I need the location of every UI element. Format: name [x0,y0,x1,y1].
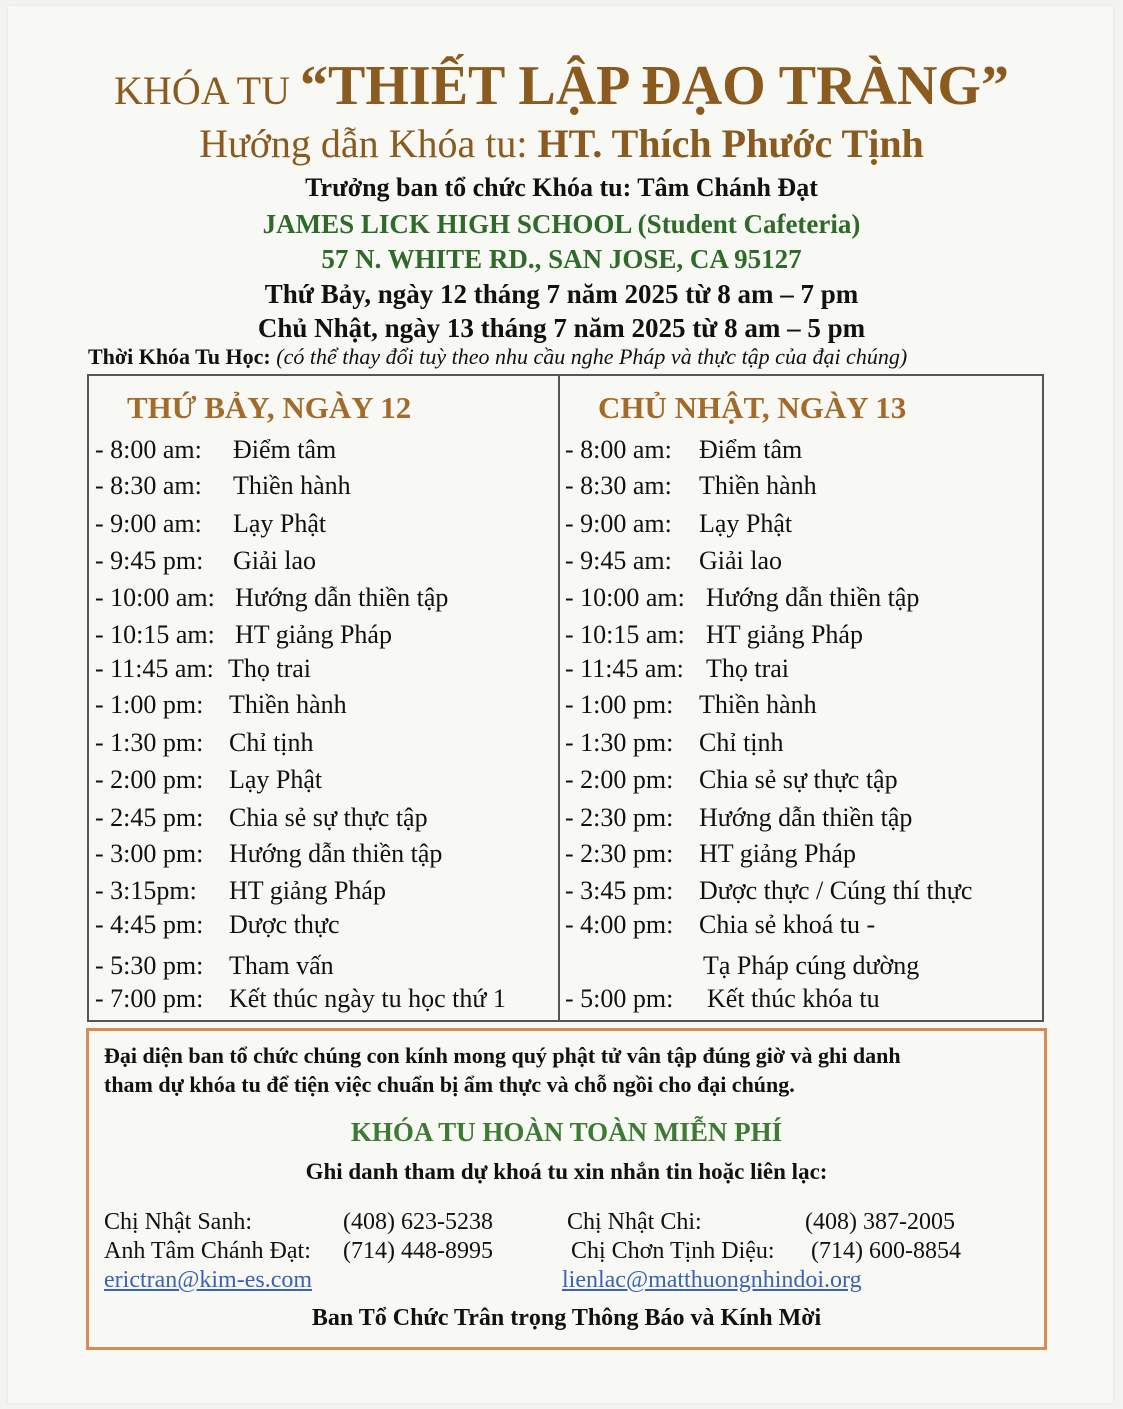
contact-name: Anh Tâm Chánh Đạt: [104,1238,311,1264]
notice-line-2: tham dự khóa tu để tiện việc chuẩn bị ẩm thực và chỗ ngồi cho đại chúng. [104,1072,795,1097]
organizer-line: Trưởng ban tổ chức Khóa tu: Tâm Chánh Đạt [305,173,818,202]
schedule-item [565,653,1005,685]
column-divider [558,376,560,1020]
schedule-time: - 1:00 pm: [95,690,204,719]
schedule-item [95,689,535,721]
register-instructions: Ghi danh tham dự khoá tu xin nhắn tin hoặc liên lạc: [305,1159,828,1184]
subtitle [0,118,1123,170]
schedule-time: - 10:15 am: [95,620,215,649]
saturday-date-line: Thứ Bảy, ngày 12 tháng 7 năm 2025 từ 8 am – 7 pm [264,279,859,309]
schedule-item [95,983,535,1015]
schedule-time: - 1:00 pm: [565,690,674,719]
schedule-activity: Thiền hành [229,690,347,719]
schedule-activity: HT giảng Pháp [706,620,863,649]
schedule-activity: Điểm tâm [699,435,803,464]
schedule-item [565,508,1005,540]
contact-name: Chị Chơn Tịnh Diệu: [571,1238,775,1264]
schedule-item [565,983,1005,1015]
schedule-item [565,619,1005,651]
schedule-activity: Hướng dẫn thiền tập [235,583,449,612]
schedule-time: - 2:45 pm: [95,803,204,832]
schedule-time: - 3:15pm: [95,876,197,905]
closing-line: Ban Tổ Chức Trân trọng Thông Báo và Kính Mời [311,1305,822,1331]
schedule-item [95,508,535,540]
schedule-item [95,470,535,502]
title-main: “THIẾT LẬP ĐẠO TRÀNG” [299,55,1009,117]
schedule-time: - 10:00 am: [95,583,215,612]
schedule-activity: Chia sẻ sự thực tập [229,803,428,832]
schedule-time: - 8:00 am: [565,435,672,464]
schedule-item [565,909,1005,941]
schedule-time: - 9:00 am: [565,509,672,538]
schedule-item [95,727,535,759]
schedule-time: - 9:00 am: [95,509,202,538]
schedule-time: - 1:30 pm: [565,728,674,757]
notice-line-1: Đại diện ban tổ chức chúng con kính mong quý phật tử vân tập đúng giờ và ghi danh [104,1043,901,1068]
schedule-activity: Thọ trai [228,654,312,683]
contact-phone[interactable]: (714) 448-8995 [343,1238,493,1264]
schedule-item [95,950,535,982]
contact-phone[interactable]: (408) 623-5238 [343,1209,493,1235]
schedule-item [565,727,1005,759]
schedule-time: - 11:45 am: [95,654,214,683]
schedule-activity: Điểm tâm [233,435,337,464]
schedule-time: - 8:30 am: [565,471,672,500]
schedule-item [95,545,535,577]
schedule-time: - 2:00 pm: [565,765,674,794]
schedule-item [95,909,535,941]
schedule-activity: Kết thúc khóa tu [707,984,880,1013]
schedule-item [95,875,535,907]
schedule-time: - 2:30 pm: [565,803,674,832]
schedule-activity: Lạy Phật [229,765,323,794]
schedule-item [95,582,535,614]
sunday-heading: CHỦ NHẬT, NGÀY 13 [598,390,907,425]
schedule-activity: Dược thực [229,910,340,939]
schedule-item [565,764,1005,796]
schedule-activity: HT giảng Pháp [235,620,392,649]
schedule-time: - 4:00 pm: [565,910,674,939]
schedule-item [565,434,1005,466]
subtitle-prefix: Hướng dẫn Khóa tu: [199,121,538,166]
schedule-time: - 9:45 am: [565,546,672,575]
schedule-activity: HT giảng Pháp [699,839,856,868]
schedule-time: - 3:45 pm: [565,876,674,905]
schedule-activity: Giải lao [699,546,783,575]
saturday-heading: THỨ BẢY, NGÀY 12 [127,390,412,425]
schedule-time: - 2:30 pm: [565,839,674,868]
schedule-activity: Lạy Phật [699,509,793,538]
schedule-item [565,470,1005,502]
schedule-note-text: (có thể thay đổi tuỳ theo nhu cầu nghe Pháp và thực tập của đại chúng) [276,344,908,369]
schedule-item [95,619,535,651]
schedule-activity: Dược thực / Cúng thí thực [699,876,973,905]
schedule-activity: Chỉ tịnh [699,728,784,757]
sunday-date-line: Chủ Nhật, ngày 13 tháng 7 năm 2025 từ 8 am – 5 pm [257,313,866,343]
schedule-item [95,764,535,796]
schedule-item [565,582,1005,614]
schedule-time: - 3:00 pm: [95,839,204,868]
schedule-item [565,545,1005,577]
subtitle-name: HT. Thích Phước Tịnh [537,121,924,166]
title-prefix: KHÓA TU [114,68,300,113]
schedule-note [88,340,907,374]
free-retreat-heading: KHÓA TU HOÀN TOÀN MIỄN PHÍ [350,1117,783,1147]
schedule-label: Thời Khóa Tu Học: [88,344,277,369]
schedule-time: - 10:15 am: [565,620,685,649]
schedule-item [95,434,535,466]
schedule-activity: Hướng dẫn thiền tập [706,583,920,612]
schedule-activity: Thiền hành [699,471,817,500]
schedule-activity: Thiền hành [699,690,817,719]
schedule-activity: HT giảng Pháp [229,876,386,905]
contact-phone[interactable]: (714) 600-8854 [811,1238,961,1264]
schedule-time: - 1:30 pm: [95,728,204,757]
notice-text [104,1041,901,1099]
schedule-activity: Chia sẻ khoá tu - [699,910,876,939]
schedule-time: - 4:45 pm: [95,910,204,939]
schedule-time: - 11:45 am: [565,654,684,683]
schedule-item [565,802,1005,834]
schedule-item [565,875,1005,907]
schedule-activity: Lạy Phật [233,509,327,538]
contact-phone[interactable]: (408) 387-2005 [805,1209,955,1235]
schedule-activity: Chỉ tịnh [229,728,314,757]
schedule-time: - 8:00 am: [95,435,202,464]
schedule-activity: Thọ trai [706,654,790,683]
venue-line: JAMES LICK HIGH SCHOOL (Student Cafeteria) [262,209,861,239]
address-line: 57 N. WHITE RD., SAN JOSE, CA 95127 [321,244,802,274]
page-title [0,54,1123,123]
schedule-time: - 8:30 am: [95,471,202,500]
schedule-item [95,802,535,834]
notice-box [86,1028,1047,1350]
schedule-item [565,838,1005,870]
email-link-left[interactable]: erictran@kim-es.com [104,1267,313,1293]
schedule-time: - 5:30 pm: [95,951,204,980]
schedule-time: - 10:00 am: [565,583,685,612]
schedule-item [565,689,1005,721]
contact-name: Chị Nhật Chi: [567,1209,702,1235]
schedule-item [95,838,535,870]
schedule-activity: Kết thúc ngày tu học thứ 1 [229,984,506,1013]
schedule-time: - 7:00 pm: [95,984,204,1013]
schedule-item [95,653,535,685]
schedule-time: - 9:45 pm: [95,546,204,575]
contact-name: Chị Nhật Sanh: [104,1209,252,1235]
schedule-activity: Giải lao [233,546,317,575]
schedule-activity: Tham vấn [229,951,334,980]
schedule-activity: Hướng dẫn thiền tập [229,839,443,868]
schedule-table [87,374,1044,1022]
schedule-activity: Chia sẻ sự thực tập [699,765,898,794]
schedule-activity: Tạ Pháp cúng dường [703,951,920,980]
schedule-time: - 5:00 pm: [565,984,674,1013]
schedule-activity: Thiền hành [233,471,351,500]
schedule-item [565,950,1005,982]
email-link-right[interactable]: lienlac@matthuongnhindoi.org [562,1267,862,1293]
schedule-activity: Hướng dẫn thiền tập [699,803,913,832]
schedule-time: - 2:00 pm: [95,765,204,794]
